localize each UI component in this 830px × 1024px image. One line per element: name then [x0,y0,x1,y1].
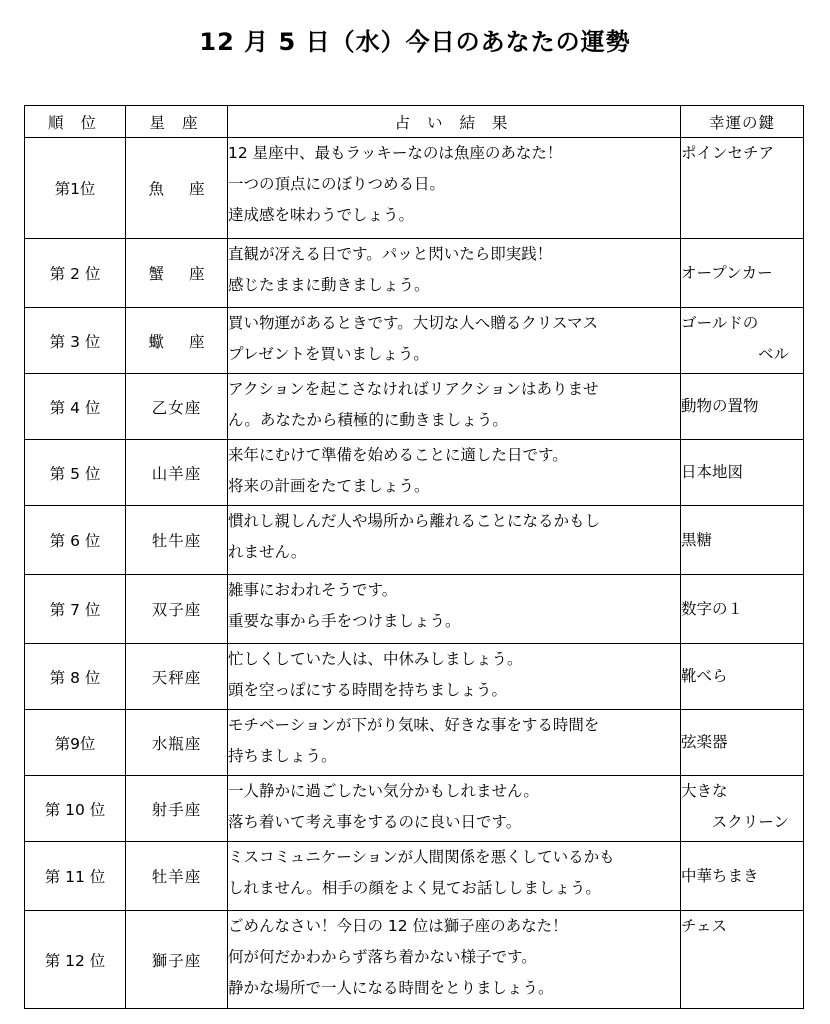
result-cell [228,710,681,776]
result-cell [228,239,681,308]
result-cell [228,506,681,575]
result-line: アクションを起こさなければリアクションはありませ [228,380,599,398]
rank-cell: 第 7 位 [25,575,126,644]
result-cell [228,776,681,842]
header-sign: 星 座 [126,106,228,138]
result-line: プレゼントを買いましょう。 [228,345,429,363]
result-line: 12 星座中、最もラッキーなのは魚座のあなた！ [228,144,563,162]
rank-cell: 第 10 位 [25,776,126,842]
header-key: 幸運の鍵 [681,106,804,138]
table-row [25,440,804,506]
rank-cell: 第 12 位 [25,911,126,1009]
lucky-key-line: 靴べら [681,667,728,685]
result-line: れません。 [228,543,307,561]
lucky-key-cell [681,374,804,440]
rank-cell: 第 6 位 [25,506,126,575]
lucky-key-line: 動物の置物 [681,397,759,415]
result-line: ん。あなたから積極的に動きましょう。 [228,411,508,429]
lucky-key-cell [681,842,804,911]
table-row [25,644,804,710]
result-line: 来年にむけて準備を始めることに適した日です。 [228,446,568,464]
result-cell [228,374,681,440]
result-line: 頭を空っぽにする時間を持ちましょう。 [228,681,508,699]
lucky-key-line: スクリーン [711,813,789,831]
lucky-key-cell [681,710,804,776]
lucky-key-cell [681,440,804,506]
table-row [25,374,804,440]
rank-cell: 第 2 位 [25,239,126,308]
result-line: 静かな場所で一人になる時間をとりましょう。 [228,979,554,997]
lucky-key-line: ベル [757,345,789,363]
result-line: 買い物運があるときです。大切な人へ贈るクリスマス [228,314,599,332]
lucky-key-line: 大きな [681,782,728,800]
result-line: 雑事におわれそうです。 [228,581,398,599]
sign-cell: 牡羊座 [126,842,228,911]
rank-cell: 第9位 [25,710,126,776]
result-line: ごめんなさい！今日の 12 位は獅子座のあなた！ [228,917,568,935]
lucky-key-line: オープンカー [681,263,773,282]
result-line: 持ちましょう。 [228,747,337,765]
rank-cell: 第 11 位 [25,842,126,911]
header-rank: 順 位 [25,106,126,138]
lucky-key-line: 中華ちまき [681,866,759,885]
result-cell [228,911,681,1009]
fortune-table [24,105,804,1009]
rank-cell: 第1位 [25,138,126,239]
lucky-key-line: 弦楽器 [681,733,728,751]
lucky-key-line: 数字の１ [681,599,744,618]
table-row [25,239,804,308]
result-line: ミスコミュニケーションが人間関係を悪くしているかも [228,848,615,866]
result-line: 忙しくしていた人は、中休みしましょう。 [228,650,523,668]
result-line: 直観が冴える日です。パッと閃いたら即実践！ [228,245,553,263]
lucky-key-cell [681,506,804,575]
result-line: 一人静かに過ごしたい気分かもしれません。 [228,782,539,800]
sign-cell: 山羊座 [126,440,228,506]
table-row [25,506,804,575]
sign-cell: 魚 座 [126,138,228,239]
table-row [25,308,804,374]
lucky-key-line: 黒糖 [681,530,713,549]
result-cell [228,842,681,911]
result-line: 慣れし親しんだ人や場所から離れることになるかもし [228,512,601,530]
table-row [25,842,804,911]
lucky-key-line: ゴールドの [681,314,759,332]
rank-cell: 第 8 位 [25,644,126,710]
sign-cell: 蠍 座 [126,308,228,374]
table-row [25,575,804,644]
result-cell [228,575,681,644]
result-line: 将来の計画をたてましょう。 [228,477,430,495]
header-result: 占 い 結 果 [228,106,681,138]
header-row [25,106,804,138]
result-line: 一つの頂点にのぼりつめる日。 [228,175,446,193]
lucky-key-line: チェス [681,917,728,935]
sign-cell: 獅子座 [126,911,228,1009]
lucky-key-cell [681,776,804,842]
result-cell [228,440,681,506]
sign-cell: 乙女座 [126,374,228,440]
lucky-key-line: 日本地図 [681,463,744,481]
result-line: 重要な事から手をつけましょう。 [228,612,461,630]
rank-cell: 第 3 位 [25,308,126,374]
sign-cell: 射手座 [126,776,228,842]
table-row [25,138,804,239]
lucky-key-cell [681,239,804,308]
result-line: 何が何だかわからず落ち着かない様子です。 [228,948,537,966]
result-line: 達成感を味わうでしょう。 [228,206,415,224]
page-title: 12 月 5 日（水）今日のあなたの運勢 [199,28,631,56]
table-row [25,911,804,1009]
rank-cell: 第 4 位 [25,374,126,440]
sign-cell: 天秤座 [126,644,228,710]
result-cell [228,644,681,710]
result-line: 落ち着いて考え事をするのに良い日です。 [228,813,522,831]
rank-cell: 第 5 位 [25,440,126,506]
lucky-key-cell [681,911,804,1009]
lucky-key-cell [681,644,804,710]
result-line: モチベーションが下がり気味、好きな事をする時間を [228,716,600,734]
result-cell [228,138,681,239]
table-row [25,776,804,842]
lucky-key-line: ポインセチア [681,144,775,162]
result-line: しれません。相手の顔をよく見てお話ししましょう。 [228,879,601,897]
lucky-key-cell [681,308,804,374]
table-row [25,710,804,776]
sign-cell: 水瓶座 [126,710,228,776]
sign-cell: 双子座 [126,575,228,644]
lucky-key-cell [681,138,804,239]
sign-cell: 蟹 座 [126,239,228,308]
result-cell [228,308,681,374]
lucky-key-cell [681,575,804,644]
result-line: 感じたままに動きましょう。 [228,276,430,294]
sign-cell: 牡牛座 [126,506,228,575]
